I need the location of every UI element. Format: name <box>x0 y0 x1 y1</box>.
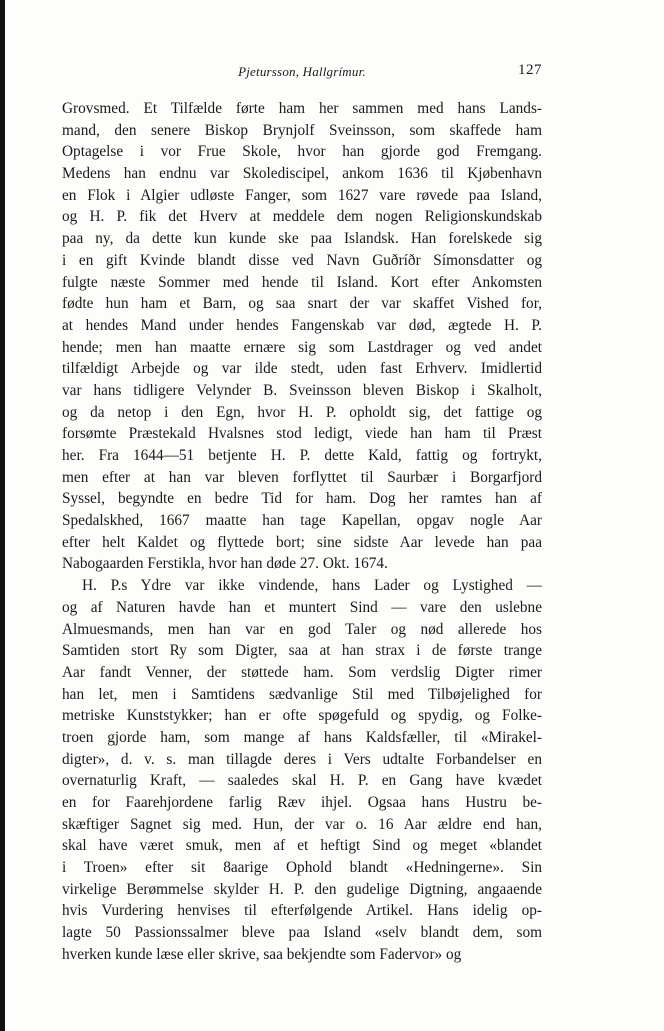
text-line: Syssel, begyndte en bedre Tid for ham. Dog her ramtes han af <box>62 490 542 508</box>
text-line: han let, men i Samtidens sædvanlige Stil med Tilbøjelighed for <box>62 685 542 703</box>
body-text <box>62 98 542 966</box>
scan-edge-shadow <box>0 0 5 1031</box>
text-line: metriske Kunststykker; han er ofte spøgefuld og spydig, og Folke- <box>62 707 542 725</box>
text-line: tilfældigt Arbejde og var ilde stedt, uden fast Erhverv. Imidlertid <box>62 360 542 378</box>
text-line: overnaturlig Kraft, — saaledes skal H. P. en Gang have kvædet <box>62 772 542 790</box>
text-line: fulgte næste Sommer med hende til Island. Kort efter Ankomsten <box>62 273 542 291</box>
text-line: var hans tidligere Velynder B. Sveinsson bleven Biskop i Skalholt, <box>62 381 542 399</box>
text-line: efter helt Kaldet og flyttede bort; sine sidste Aar levede han paa <box>62 533 542 551</box>
text-line: at hendes Mand under hendes Fangenskab var død, ægtede H. P. <box>62 316 542 334</box>
text-line: Samtiden stort Ry som Digter, saa at han strax i de første trange <box>62 642 542 660</box>
text-line: virkelige Berømmelse skylder H. P. den gudelige Digtning, angaaende <box>62 880 542 898</box>
text-line: forsømte Præstekald Hvalsnes stod ledigt, viede han ham til Præst <box>62 425 542 443</box>
text-line: Aar fandt Venner, der støttede ham. Som verdslig Digter rimer <box>62 663 542 681</box>
text-line: fødte hun ham et Barn, og saa snart der var skaffet Vished for, <box>62 295 542 313</box>
text-line: skal have været smuk, men af et heftigt Sind og meget «blandet <box>62 837 542 855</box>
text-line: en Flok i Algier udløste Fanger, som 1627 vare røvede paa Island, <box>62 186 542 204</box>
text-line: her. Fra 1644—51 betjente H. P. dette Kald, fattig og fortrykt, <box>62 447 542 464</box>
text-line: hvis Vurdering henvises til efterfølgende Artikel. Hans idelig op- <box>62 902 542 920</box>
text-line: Nabogaarden Ferstikla, hvor han døde 27. Okt. 1674. <box>62 555 388 573</box>
text-line: paa ny, da dette kun kunde ske paa Islandsk. Han forelskede sig <box>62 230 542 248</box>
text-line: Grovsmed. Et Tilfælde førte ham her sammen med hans Lands- <box>62 100 542 117</box>
text-line: men efter at han var bleven forflyttet til Saurbær i Borgarfjord <box>62 468 542 486</box>
text-line: hende; men han maatte ernære sig som Lastdrager og ved andet <box>62 338 542 356</box>
text-line: Medens han endnu var Skolediscipel, ankom 1636 til Kjøbenhavn <box>62 165 542 183</box>
text-line: i en gift Kvinde blandt disse ved Navn Guðríðr Símonsdatter og <box>62 251 542 269</box>
paragraph-1 <box>62 98 542 575</box>
text-line: digter», d. v. s. man tillagde deres i Vers udtalte Forbandelser en <box>62 750 542 768</box>
page-header <box>62 62 542 84</box>
text-line: mand, den senere Biskop Brynjolf Sveinsson, som skaffede ham <box>62 121 542 139</box>
running-title: Pjetursson, Hallgrímur. <box>238 64 366 79</box>
text-line: og H. P. fik det Hverv at meddele dem nogen Religionskundskab <box>62 208 542 226</box>
text-line: troen gjorde ham, som mange af hans Kaldsfæller, til «Mirakel- <box>62 728 542 746</box>
text-line: lagte 50 Passionssalmer bleve paa Island «selv blandt dem, som <box>62 924 542 942</box>
text-line: og da netop i den Egn, hvor H. P. opholdt sig, det fattige og <box>62 403 542 421</box>
text-line: Optagelse i vor Frue Skole, hvor han gjorde god Fremgang. <box>62 143 542 161</box>
text-line: hverken kunde læse eller skrive, saa bekjendte som Fadervor» og <box>62 945 462 963</box>
text-line: i Troen» efter sit 8aarige Ophold blandt «Hedningerne». Sin <box>62 859 542 877</box>
text-line: skæftiger Sagnet sig med. Hun, der var o. 16 Aar ældre end han, <box>62 815 542 833</box>
text-line: Spedalskhed, 1667 maatte han tage Kapellan, opgav nogle Aar <box>62 512 542 530</box>
page-number: 127 <box>518 62 542 78</box>
text-line: H. P.s Ydre var ikke vindende, hans Lader og Lystighed — <box>82 577 542 595</box>
text-line: Almuesmands, men han var en god Taler og nød allerede hos <box>62 620 542 638</box>
text-line: og af Naturen havde han et muntert Sind — vare den uslebne <box>62 598 542 616</box>
paragraph-2 <box>62 575 542 965</box>
text-line: en for Faarehjordene farlig Ræv ihjel. Ogsaa hans Hustru be- <box>62 794 542 811</box>
